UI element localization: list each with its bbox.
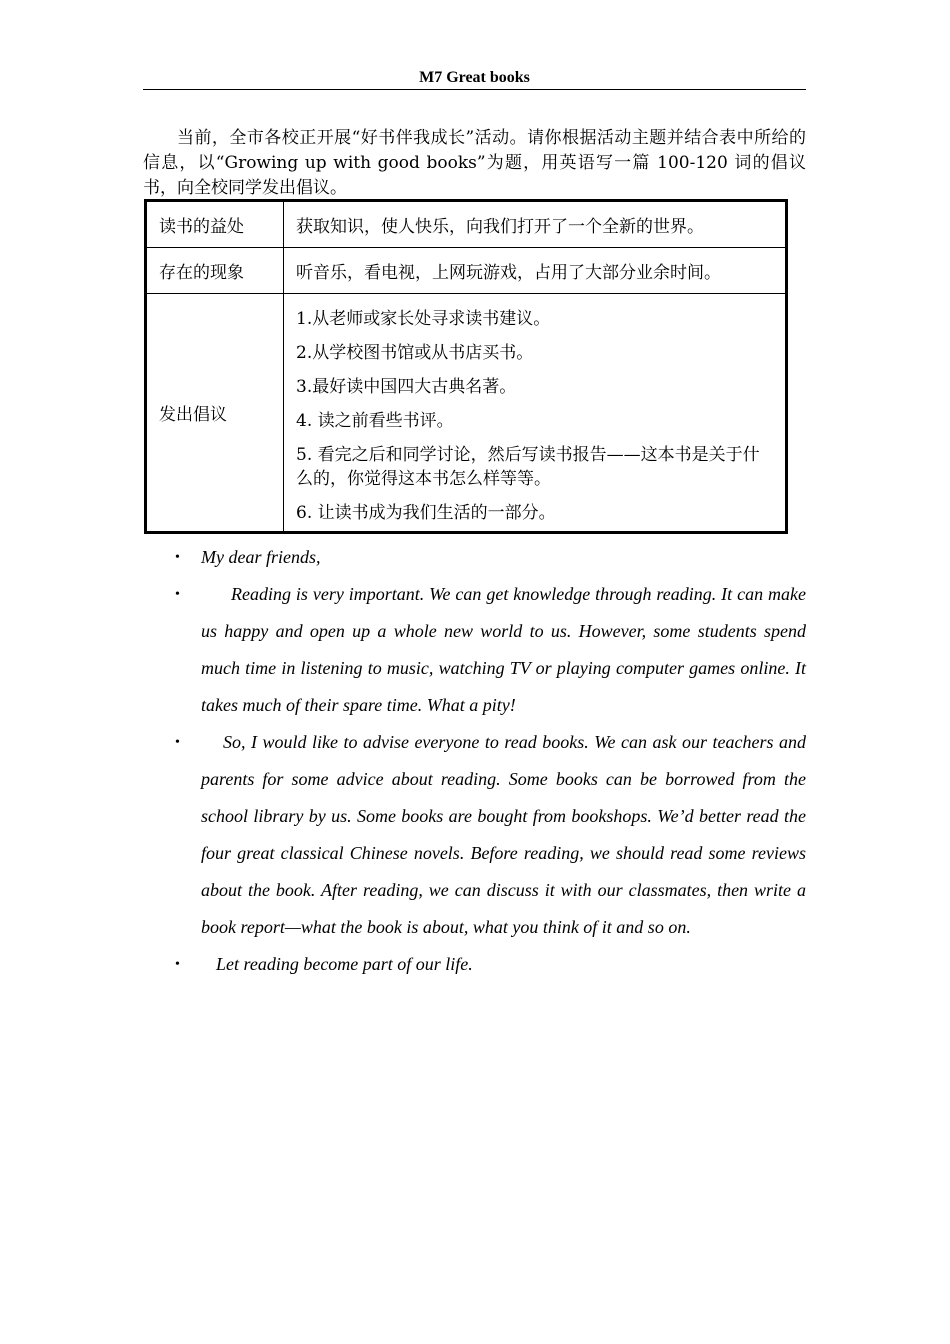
phenomenon-value: 听音乐，看电视，上网玩游戏，占用了大部分业余时间。 (284, 248, 787, 294)
proposal-item: 3.最好读中国四大古典名著。 (296, 377, 517, 397)
proposal-list (296, 294, 773, 531)
essay-greeting: My dear friends, (201, 547, 321, 567)
proposal-cell (284, 294, 787, 533)
page-header: M7 Great books (143, 68, 806, 90)
proposal-item: 4. 读之前看些书评。 (296, 411, 454, 431)
phenomenon-label: 存在的现象 (146, 248, 284, 294)
benefits-value: 获取知识，使人快乐，向我们打开了一个全新的世界。 (284, 201, 787, 248)
bullet-icon: • (175, 550, 180, 565)
proposal-label: 发出倡议 (146, 294, 284, 533)
writing-prompt: 当前，全市各校正开展“好书伴我成长”活动。请你根据活动主题并结合表中所给的信息，以“Growing up with good books”为题，用英语写一篇 100-120 词的倡议书，向全校同学发出倡议。 (143, 128, 806, 198)
essay-paragraph-2: So, I would like to advise everyone to read books. We can ask our teachers and parents for some advice about reading. Some books can be borrowed from the school library by us. Some books are bought from bookshops. We’d better read the four great classical Chinese novels. Before reading, we should read some reviews about the book. After reading, we can discuss it with our classmates, then write a book report—what the book is about, what you think of it and so on. (201, 732, 806, 937)
essay-paragraph (143, 946, 806, 983)
essay-paragraph (143, 539, 806, 576)
proposal-item: 6. 让读书成为我们生活的一部分。 (296, 503, 556, 523)
bullet-icon: • (175, 735, 180, 750)
sample-essay (143, 539, 806, 983)
essay-paragraph (143, 724, 806, 946)
proposal-item: 1.从老师或家长处寻求读书建议。 (296, 309, 551, 329)
table-row-proposal (146, 294, 787, 533)
table-row-benefits (146, 201, 787, 248)
proposal-item: 5. 看完之后和同学讨论，然后写读书报告——这本书是关于什么的，你觉得这本书怎么样等等。 (296, 445, 760, 489)
essay-paragraph-1: Reading is very important. We can get knowledge through reading. It can make us happy and open up a whole new world to us. However, some students spend much time in listening to music, watching TV or playing computer games online. It takes much of their spare time. What a pity! (201, 584, 806, 715)
info-table (144, 199, 788, 534)
essay-closing: Let reading become part of our life. (216, 954, 473, 974)
bullet-icon: • (175, 957, 180, 972)
table-row-phenomenon (146, 248, 787, 294)
benefits-label: 读书的益处 (146, 201, 284, 248)
essay-paragraph (143, 576, 806, 724)
proposal-item: 2.从学校图书馆或从书店买书。 (296, 343, 534, 363)
bullet-icon: • (175, 587, 180, 602)
